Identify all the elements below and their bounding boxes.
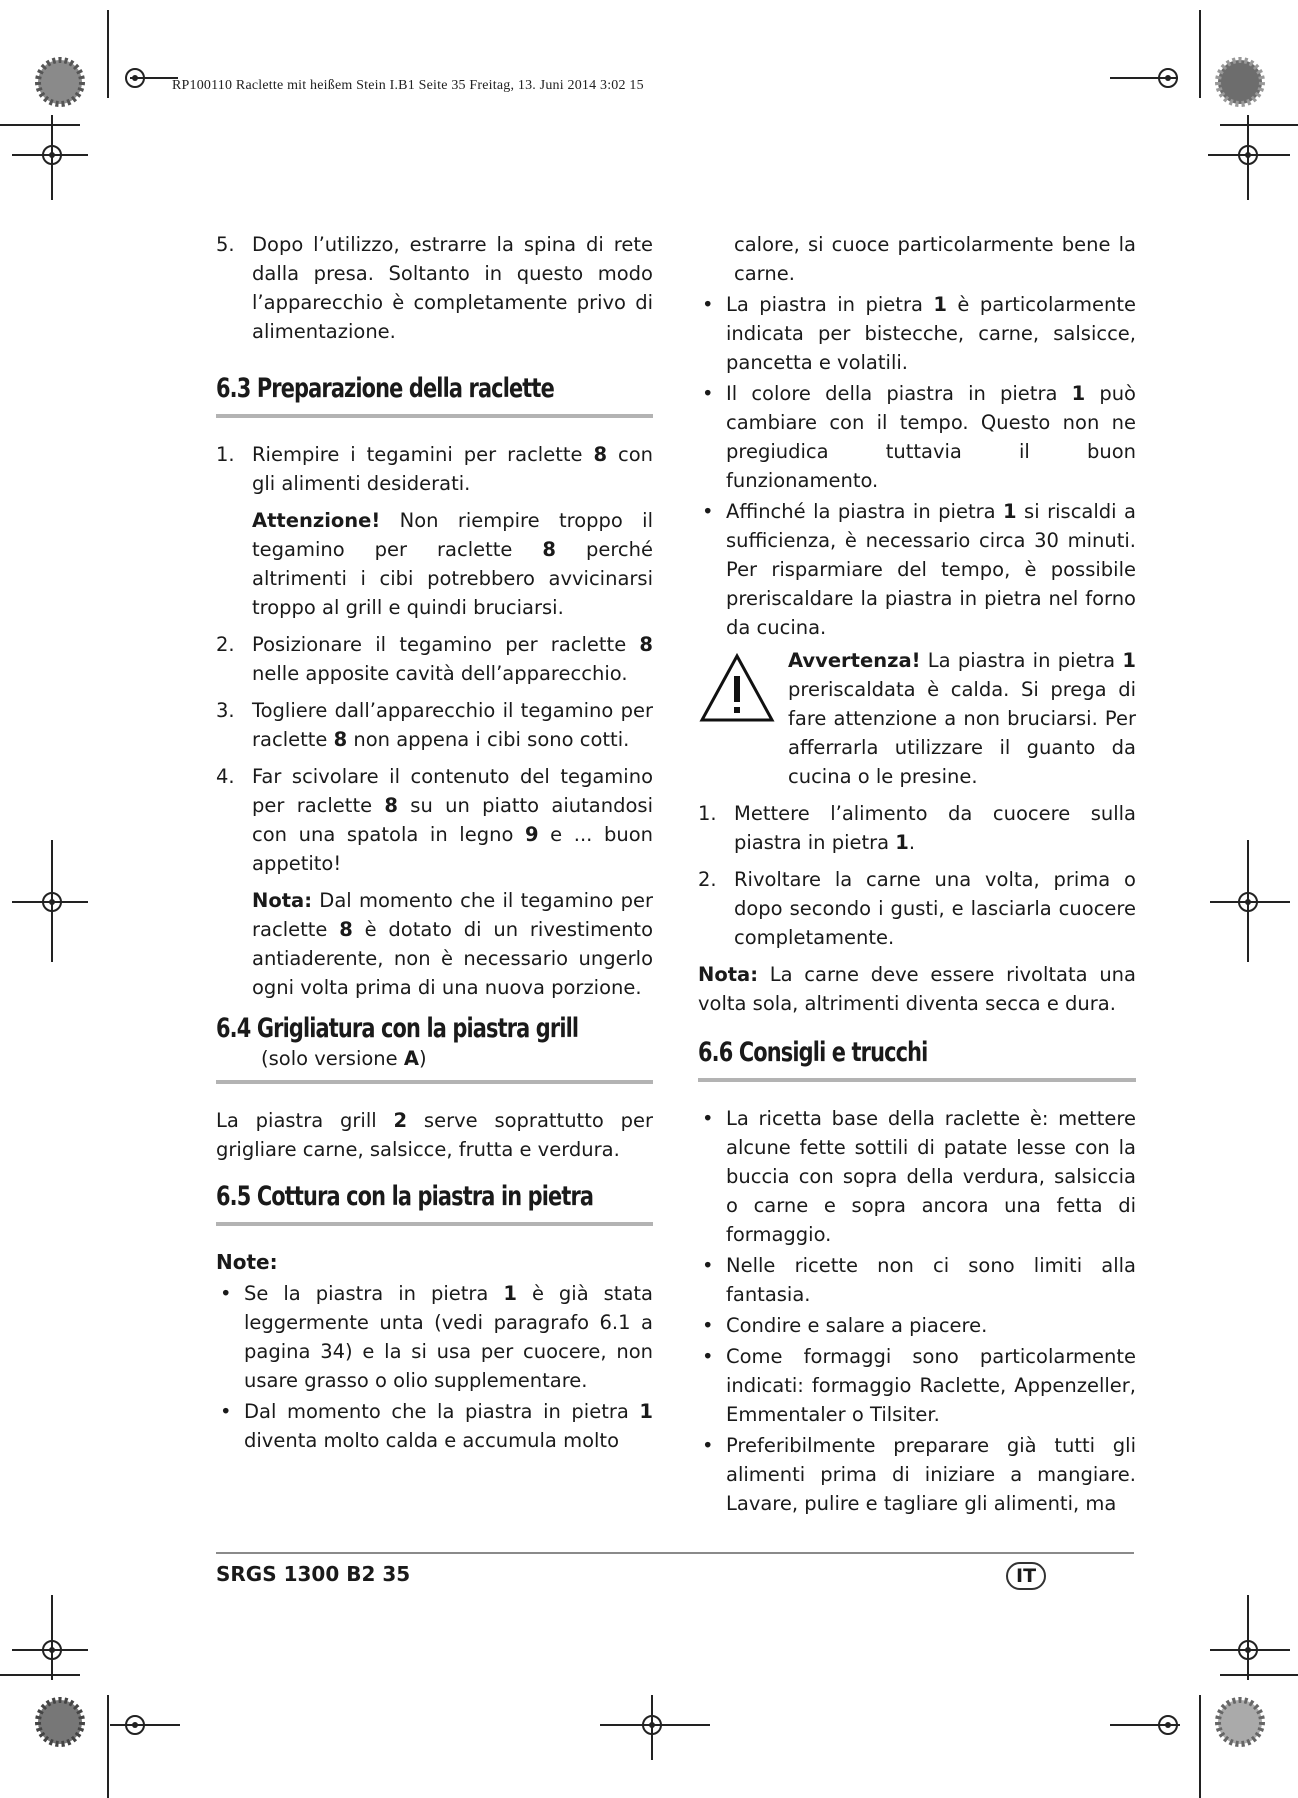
section-rule [216, 1222, 653, 1226]
section-heading-6-6: 6.6 Consigli e trucchi [698, 1037, 928, 1068]
list-item: • La ricetta base della raclette è: mettere alcune fette sottili di patate lesse con la buccia con sopra della verdura, salsiccia o carne e sopra ancora una fetta di formaggio. [702, 1107, 1136, 1246]
list-item: • Nelle ricette non ci sono limiti alla fantasia. [702, 1254, 1136, 1306]
right-column [698, 230, 1136, 1520]
section-rule [216, 414, 653, 418]
list-item: 1. Riempire i tegamini per raclette 8 con gli alimenti desiderati. [216, 443, 653, 495]
section-heading-6-4: 6.4 Grigliatura con la piastra grill [216, 1013, 579, 1044]
section-heading-6-3: 6.3 Preparazione della raclette [216, 373, 554, 404]
list-item: • Dal momento che la piastra in pietra 1 diventa molto calda e accumula molto [220, 1400, 653, 1452]
warning-note: Avvertenza! La piastra in pietra 1 preriscaldata è calda. Si prega di fare attenzione a non bruciarsi. Per afferrarla utilizzare il guanto da cucina o le presine. [698, 646, 1136, 791]
list-item: 1. Mettere l’alimento da cuocere sulla piastra in pietra 1. [698, 802, 1136, 854]
section-rule [216, 1080, 653, 1084]
footer-rule [216, 1552, 1134, 1554]
footer-page-label: SRGS 1300 B2 35 [216, 1562, 411, 1586]
list-item: • La piastra in pietra 1 è particolarmente indicata per bistecche, carne, salsicce, pancetta e volatili. [702, 293, 1136, 374]
note: Nota: Dal momento che il tegamino per raclette 8 è dotato di un rivestimento antiaderente, non è necessario ungerlo ogni volta prima di una nuova porzione. [252, 889, 654, 999]
list-item: 3. Togliere dall’apparecchio il tegamino per raclette 8 non appena i cibi sono cotti. [216, 699, 653, 751]
left-column [216, 230, 653, 1457]
list-item: 5. Dopo l’utilizzo, estrarre la spina di rete dalla presa. Soltanto in questo modo l’apparecchio è completamente privo di alimentazione. [216, 233, 653, 343]
list-item: 2. Rivoltare la carne una volta, prima o dopo secondo i gusti, e lasciarla cuocere completamente. [698, 868, 1136, 949]
section-heading-6-5: 6.5 Cottura con la piastra in pietra [216, 1181, 594, 1212]
list-item: 2. Posizionare il tegamino per raclette 8 nelle apposite cavità dell’apparecchio. [216, 633, 653, 685]
notes-heading: Note: [216, 1250, 278, 1274]
language-badge: IT [1006, 1562, 1046, 1590]
paragraph: calore, si cuoce particolarmente bene la carne. [734, 233, 1136, 285]
list-item: • Come formaggi sono particolarmente indicati: formaggio Raclette, Appenzeller, Emmentaler o Tilsiter. [702, 1345, 1136, 1426]
list-item: • Se la piastra in pietra 1 è già stata leggermente unta (vedi paragrafo 6.1 a pagina 34) e la si usa per cuocere, non usare grasso o olio supplementare. [220, 1282, 654, 1392]
paragraph: La piastra grill 2 serve soprattutto per grigliare carne, salsicce, frutta e verdura. [216, 1109, 653, 1161]
list-item: • Affinché la piastra in pietra 1 si riscaldi a sufficienza, è necessario circa 30 minuti. Per risparmiare del tempo, è possibile preriscaldare la piastra in pietra nel forno da cucina. [702, 500, 1136, 639]
list-item: • Preferibilmente preparare già tutti gli alimenti prima di iniziare a mangiare. Lavare, pulire e tagliare gli alimenti, ma [702, 1434, 1136, 1515]
attention-note: Attenzione! Non riempire troppo il tegamino per raclette 8 perché altrimenti i cibi potrebbero avvicinarsi troppo al grill e quindi bruciarsi. [252, 509, 653, 619]
list-item: • Condire e salare a piacere. [702, 1314, 988, 1337]
warning-triangle-icon [698, 652, 776, 724]
list-item: 4. Far scivolare il contenuto del tegamino per raclette 8 su un piatto aiutandosi con una spatola in legno 9 e ... buon appetito! [216, 765, 653, 875]
note: Nota: La carne deve essere rivoltata una volta sola, altrimenti diventa secca e dura. [698, 963, 1136, 1015]
print-header: RP100110 Raclette mit heißem Stein I.B1 Seite 35 Freitag, 13. Juni 2014 3:02 15 [172, 78, 644, 93]
list-item: • Il colore della piastra in pietra 1 può cambiare con il tempo. Questo non ne pregiudica tuttavia il buon funzionamento. [702, 382, 1136, 492]
section-rule [698, 1078, 1136, 1082]
section-subheading: (solo versione A) [261, 1047, 427, 1070]
